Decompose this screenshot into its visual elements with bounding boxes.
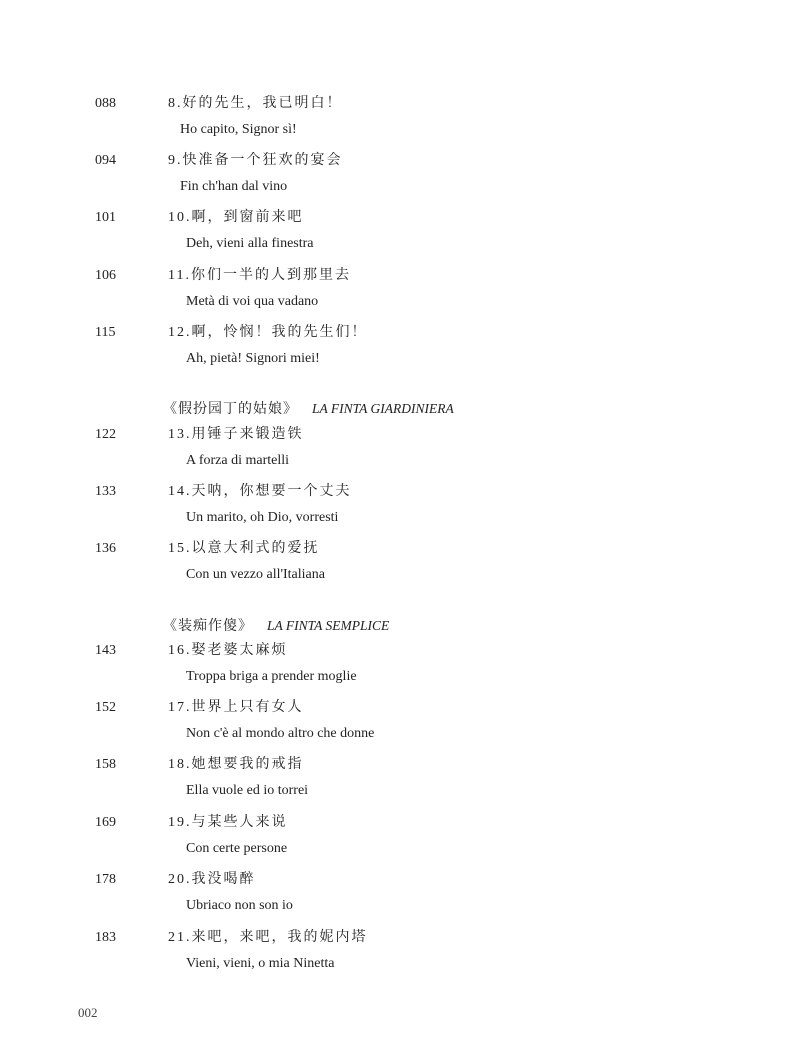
section-heading [163,400,454,419]
title-italian: Non c'è al mondo altro che donne [186,726,375,741]
title-italian: Con certe persone [186,841,288,856]
page-number: 183 [95,930,116,945]
page-number: 094 [95,153,116,168]
title-chinese: 12.啊，怜悯！我的先生们！ [168,325,368,340]
title-chinese: 13.用锤子来锻造铁 [168,427,304,442]
section-heading [163,617,389,636]
title-chinese: 10.啊，到窗前来吧 [168,210,304,225]
title-chinese: 19.与某些人来说 [168,815,288,830]
section-title-chinese: 《假扮园丁的姑娘》 [163,402,298,417]
section-title-italian: LA FINTA GIARDINIERA [312,401,454,416]
title-chinese: 21.来吧，来吧，我的妮内塔 [168,930,368,945]
page-number: 122 [95,427,116,442]
title-chinese: 9.快准备一个狂欢的宴会 [168,153,343,168]
title-italian: Deh, vieni alla finestra [186,236,314,251]
page-number: 136 [95,541,116,556]
title-italian: Ubriaco non son io [186,898,293,913]
title-chinese: 20.我没喝醉 [168,872,256,887]
title-chinese: 15.以意大利式的爱抚 [168,541,320,556]
page-number: 101 [95,210,116,225]
title-italian: Troppa briga a prender moglie [186,669,357,684]
title-italian: Vieni, vieni, o mia Ninetta [186,956,335,971]
title-chinese: 18.她想要我的戒指 [168,757,304,772]
page-number: 115 [95,325,116,340]
title-chinese: 16.娶老婆太麻烦 [168,643,288,658]
title-chinese: 8.好的先生，我已明白！ [168,96,343,111]
title-italian: Con un vezzo all'Italiana [186,567,325,582]
title-italian: A forza di martelli [186,453,290,468]
folio-page-number: 002 [78,1005,98,1020]
page-number: 158 [95,757,116,772]
section-title-chinese: 《装痴作傻》 [163,619,253,634]
title-chinese: 11.你们一半的人到那里去 [168,268,351,283]
page-number: 143 [95,643,116,658]
title-italian: Ella vuole ed io torrei [186,783,309,798]
title-chinese: 14.天呐，你想要一个丈夫 [168,484,352,499]
title-chinese: 17.世界上只有女人 [168,700,304,715]
title-italian: Metà di voi qua vadano [186,294,319,309]
page-number: 088 [95,96,116,111]
page-number: 169 [95,815,116,830]
page-number: 106 [95,268,116,283]
title-italian: Fin ch'han dal vino [180,179,288,194]
page-number: 178 [95,872,116,887]
section-title-italian: LA FINTA SEMPLICE [267,618,390,633]
title-italian: Ah, pietà! Signori miei! [186,351,320,366]
page-number: 133 [95,484,116,499]
title-italian: Ho capito, Signor sì! [180,122,297,137]
page-number: 152 [95,700,116,715]
title-italian: Un marito, oh Dio, vorresti [186,510,339,525]
